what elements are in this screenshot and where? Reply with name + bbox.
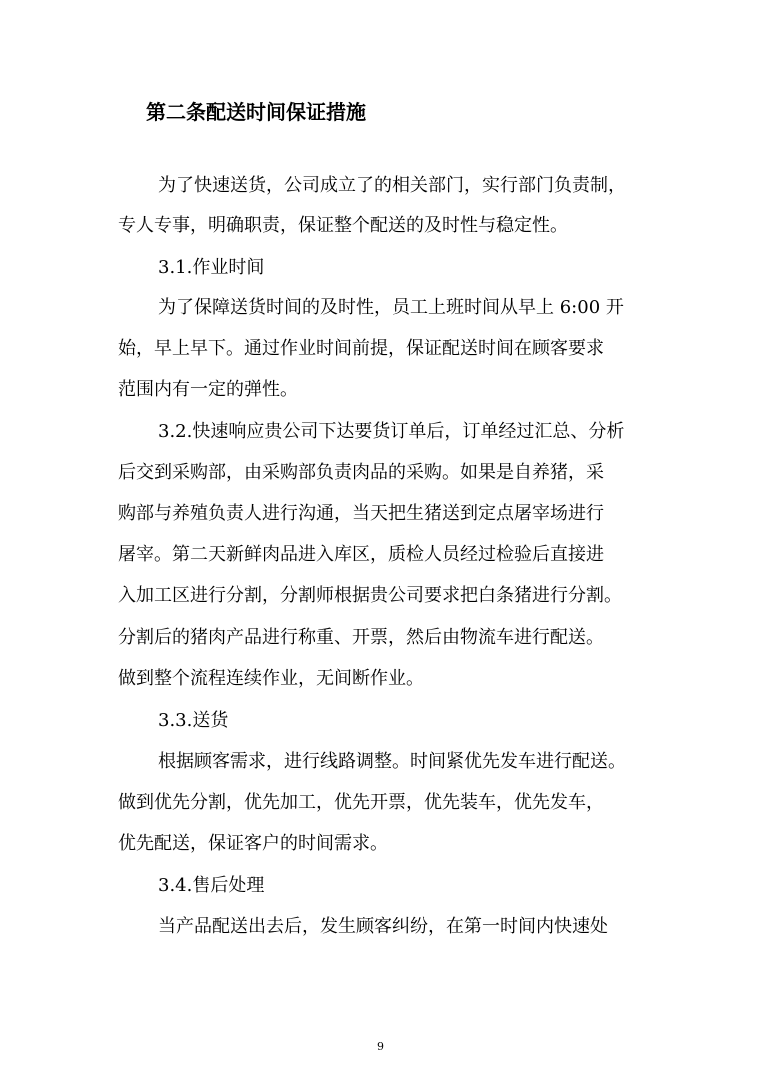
paragraph-line: 优先配送，保证客户的时间需求。	[118, 833, 388, 854]
paragraph-line: 后交到采购部，由采购部负责肉品的采购。如果是自养猪，采	[118, 462, 604, 483]
paragraph-line: 3.2.快速响应贵公司下达要货订单后，订单经过汇总、分析	[158, 421, 625, 442]
paragraph-line: 专人专事，明确职责，保证整个配送的及时性与稳定性。	[118, 215, 568, 236]
paragraph-line: 购部与养殖负责人进行沟通，当天把生猪送到定点屠宰场进行	[118, 503, 604, 524]
paragraph-line: 入加工区进行分割，分割师根据贵公司要求把白条猪进行分割。	[118, 585, 622, 606]
paragraph-line: 为了保障送货时间的及时性，员工上班时间从早上 6:00 开	[158, 297, 624, 318]
paragraph-line: 做到优先分割，优先加工，优先开票，优先装车，优先发车，	[118, 792, 604, 813]
subsection-title: 3.1.作业时间	[158, 257, 265, 278]
subsection-title: 3.4.售后处理	[158, 875, 265, 896]
paragraph-line: 当产品配送出去后，发生顾客纠纷，在第一时间内快速处	[158, 916, 608, 937]
paragraph-line: 始，早上早下。通过作业时间前提，保证配送时间在顾客要求	[118, 338, 604, 359]
paragraph-line: 为了快速送货，公司成立了的相关部门，实行部门负责制，	[158, 175, 626, 196]
section-heading: 第二条配送时间保证措施	[146, 100, 366, 124]
page-number: 9	[377, 1040, 384, 1053]
paragraph-line: 范围内有一定的弹性。	[118, 379, 298, 400]
paragraph-line: 做到整个流程连续作业，无间断作业。	[118, 668, 424, 689]
subsection-title: 3.3.送货	[158, 710, 229, 731]
paragraph-line: 根据顾客需求，进行线路调整。时间紧优先发车进行配送。	[158, 751, 626, 772]
paragraph-line: 分割后的猪肉产品进行称重、开票，然后由物流车进行配送。	[118, 627, 604, 648]
paragraph-line: 屠宰。第二天新鲜肉品进入库区，质检人员经过检验后直接进	[118, 544, 604, 565]
